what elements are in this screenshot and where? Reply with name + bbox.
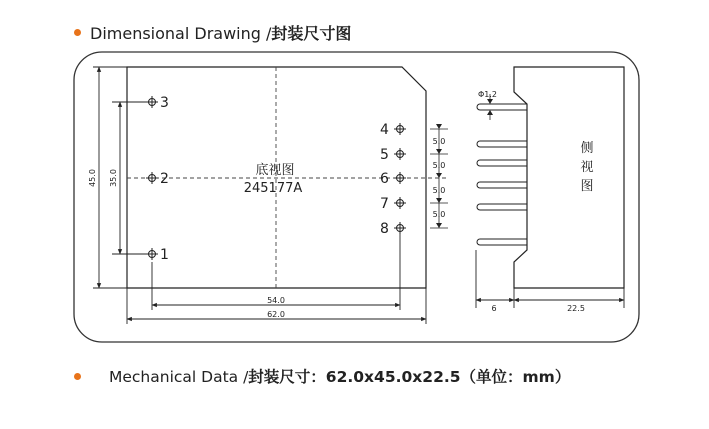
title-chinese: 封装尺寸图 [271,23,352,43]
side-pin-length-label: 6 [491,304,497,313]
mechanical-data [74,364,570,388]
pin-label-1: 1 [160,247,169,263]
pin-label-2: 2 [160,171,169,187]
height-inner-label: 35.0 [109,169,118,187]
side-dimension [476,250,624,308]
side-view-label-1: 侧 [580,141,594,156]
side-view-label-2: 视 [580,160,594,175]
bottom-view-label: 底视图 [255,163,295,178]
pitch-label-2: 5.0 [432,161,446,170]
side-view-label-3: 图 [580,179,594,194]
model-number: 245177A [243,181,303,196]
pin-label-5: 5 [380,147,389,163]
drawing-frame [74,52,639,342]
pin-label-6: 6 [380,171,389,187]
pin-marker-8 [394,222,406,234]
pin-label-8: 8 [380,221,389,237]
pitch-label-4: 5.0 [432,210,446,219]
width-inner-label: 54.0 [267,296,285,305]
side-depth-label: 22.5 [567,304,585,313]
pin-marker-3 [146,96,158,108]
pin-label-7: 7 [380,196,389,212]
mechanical-data-label: Mechanical Data / [109,368,249,386]
pin-marker-1 [146,248,158,260]
pin-diameter-label: Φ1.2 [478,90,498,99]
pitch-label-1: 5.0 [432,137,446,146]
height-outer-label: 45.0 [88,169,97,187]
pitch-label-3: 5.0 [432,186,446,195]
pin-label-4: 4 [380,122,389,138]
pin-marker-4 [394,123,406,135]
pin-label-3: 3 [160,95,169,111]
pin-marker-7 [394,197,406,209]
title-english: Dimensional Drawing / [90,23,272,43]
mechanical-data-text [109,365,570,387]
height-dimension [93,67,146,288]
mechanical-data-spec: 封装尺寸：62.0x45.0x22.5（单位：mm） [248,368,571,386]
bullet-icon [74,373,81,380]
side-pins [477,104,527,245]
side-view-outline [514,67,624,288]
pin-marker-6 [394,172,406,184]
width-outer-label: 62.0 [267,310,285,319]
pin-marker-5 [394,148,406,160]
pin-marker-2 [146,172,158,184]
